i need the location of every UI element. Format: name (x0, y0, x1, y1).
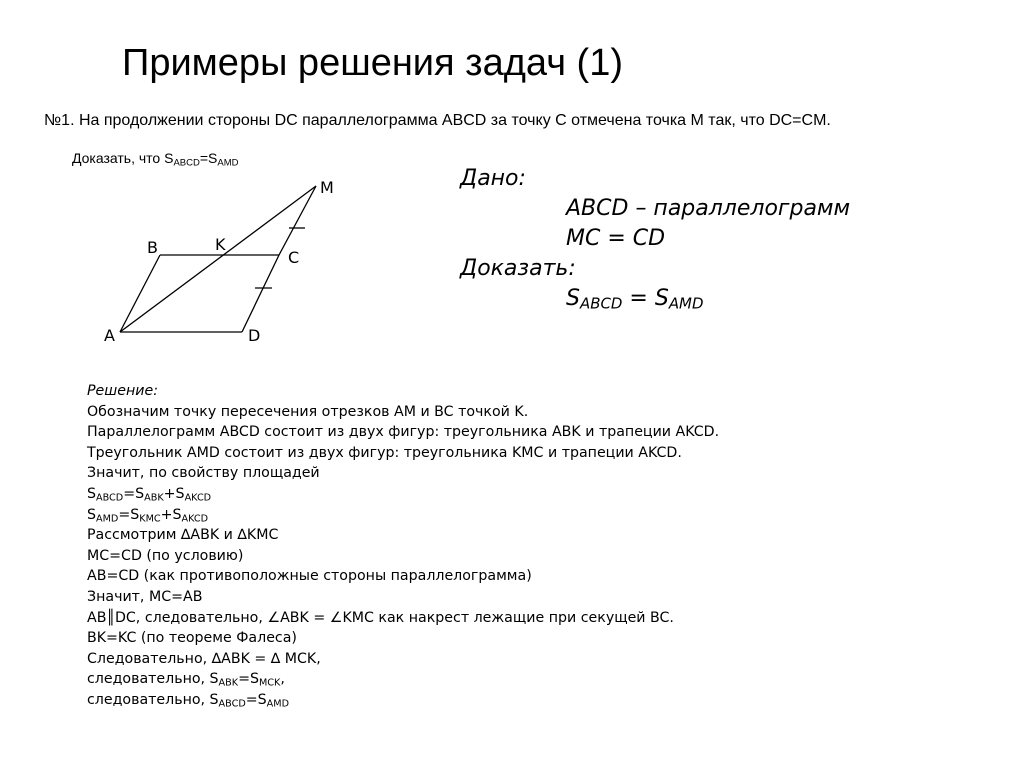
formula-part: =S (245, 691, 267, 708)
segment-ab (120, 255, 160, 332)
solution-line: Обозначим точку пересечения отрезков AM и BC точкой K. (87, 403, 529, 420)
solution-line: Рассмотрим ∆ABK и ∆KMC (87, 527, 279, 544)
solution-line: Треугольник AMD состоит из двух фигур: треугольника KMC и трапеции AKCD. (87, 444, 682, 461)
formula-sub: ABCD (96, 492, 124, 504)
given-block (460, 164, 850, 314)
given-line-2: MC = CD (566, 226, 666, 251)
formula-sub: AMD (266, 698, 289, 710)
solution-line: AB=CD (как противоположные стороны параллелограмма) (87, 568, 532, 585)
label-m: M (320, 178, 334, 197)
formula-part: S (87, 485, 97, 502)
slide-title: Примеры решения задач (1) (122, 42, 623, 84)
prove-statement (72, 150, 239, 169)
solution-line: Значит, по свойству площадей (87, 465, 320, 482)
formula-part: , (280, 671, 285, 688)
formula-part: =S (238, 671, 259, 688)
segment-cd (242, 255, 279, 332)
solution-line: AB║DC, следовательно, ∠ABK = ∠KMC как накрест лежащие при секущей BC. (87, 609, 674, 626)
solution-line: BK=KC (по теореме Фалеса) (87, 630, 297, 647)
formula-eq: = S (622, 286, 669, 311)
formula-part: следовательно, S (87, 691, 219, 708)
solution-formula (87, 690, 719, 711)
segment-cm (279, 186, 316, 255)
label-k: K (215, 235, 226, 254)
formula-part: +S (160, 506, 182, 523)
formula-sub: AMD (96, 512, 119, 524)
prove-sub-abcd: ABCD (173, 157, 200, 169)
solution-line: MC=CD (по условию) (87, 547, 244, 564)
solution-heading: Решение: (87, 383, 158, 399)
prove-prefix: Доказать, что S (72, 150, 174, 166)
segment-am (120, 186, 316, 332)
given-heading: Дано: (460, 166, 526, 191)
solution-line: Следовательно, ∆ABK = ∆ MCK, (87, 650, 321, 667)
label-c: C (288, 248, 300, 267)
parallelogram-figure (95, 175, 355, 350)
prove-heading: Доказать: (460, 256, 576, 281)
formula-sub: AKCD (181, 512, 209, 524)
solution-formula (87, 484, 719, 505)
formula-sub: ABCD (218, 698, 246, 710)
solution-line: Значит, MC=AB (87, 588, 203, 605)
formula-part: =S (123, 485, 145, 502)
problem-statement: №1. На продолжении стороны DC параллелограмма ABCD за точку C отмечена точка M так, что DC=CM. (44, 112, 831, 129)
prove-eq: =S (199, 150, 218, 166)
label-a: A (104, 326, 115, 345)
formula-part: следовательно, S (87, 671, 219, 688)
solution-block (87, 381, 719, 711)
formula-part: =S (118, 506, 140, 523)
formula-sub: ABK (218, 677, 239, 689)
label-d: D (248, 326, 261, 345)
given-line-1: ABCD – параллелограмм (566, 196, 851, 221)
solution-formula (87, 505, 719, 526)
label-b: B (147, 238, 158, 257)
solution-line: Параллелограмм ABCD состоит из двух фигур: треугольника ABK и трапеции AKCD. (87, 424, 720, 441)
prove-sub-amd: AMD (217, 157, 239, 169)
formula-part: +S (163, 485, 185, 502)
formula-s: S (566, 286, 580, 311)
formula-sub-amd: AMD (668, 294, 704, 313)
formula-sub-abcd: ABCD (579, 294, 623, 313)
formula-part: S (87, 506, 97, 523)
formula-sub: MCK (258, 677, 281, 689)
formula-sub: ABK (144, 492, 164, 504)
formula-sub: KMC (139, 512, 161, 524)
formula-sub: AKCD (184, 492, 212, 504)
prove-formula (460, 284, 850, 314)
solution-formula (87, 669, 719, 690)
